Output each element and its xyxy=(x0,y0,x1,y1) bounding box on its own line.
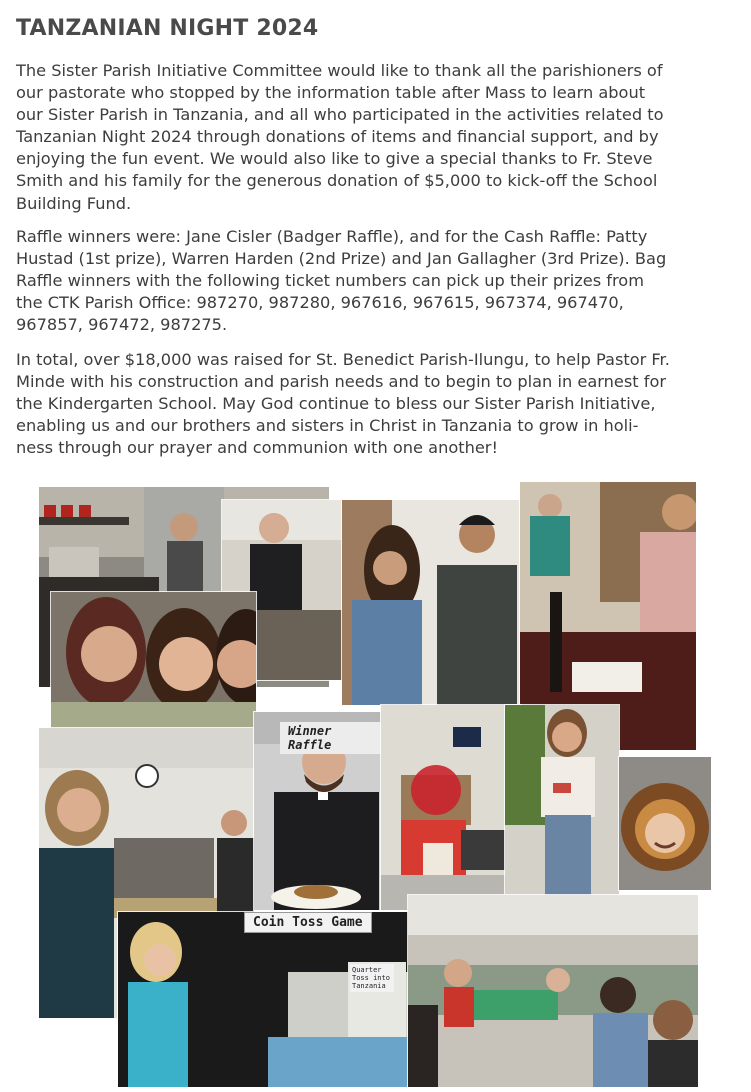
paragraph-total-raised xyxy=(16,349,736,459)
paragraph-line: the CTK Parish Office: 987270, 987280, 967616, 967615, 967374, 967470, xyxy=(16,293,624,313)
photo-couple xyxy=(342,500,520,705)
paragraph-line: Minde with his construction and parish needs and to begin to plan in earnest for xyxy=(16,372,667,392)
paragraph-thanks xyxy=(16,60,736,215)
paragraph-line: In total, over $18,000 was raised for St. Benedict Parish-Ilungu, to help Pastor Fr. xyxy=(16,350,670,369)
page-title: TANZANIAN NIGHT 2024 xyxy=(16,16,319,41)
paragraph-line: Tanzanian Night 2024 through donations of items and financial support, and by xyxy=(16,127,659,147)
photo-three-women xyxy=(51,592,256,728)
photo-lion-costume-child xyxy=(619,757,711,890)
paragraph-line: Building Fund. xyxy=(16,193,132,213)
paragraph-line: the Kindergarten School. May God continue to bless our Sister Parish Initiative, xyxy=(16,394,656,414)
photo-woman-with-ticket xyxy=(505,705,619,895)
sign-winner-raffle: Winner Raffle xyxy=(280,722,382,754)
paragraph-line: Raffle winners with the following ticket numbers can pick up their prizes from xyxy=(16,271,644,291)
photo-coin-toss-game xyxy=(118,912,408,1087)
paragraph-line: ness through our prayer and communion with one another! xyxy=(16,438,498,458)
sign-coin-toss-game: Coin Toss Game xyxy=(244,912,372,933)
paragraph-line: 967857, 967472, 987275. xyxy=(16,315,228,335)
photo-hall-crowd xyxy=(408,895,698,1087)
paragraph-line: our Sister Parish in Tanzania, and all who participated in the activities related to xyxy=(16,105,664,125)
paragraph-raffle-winners xyxy=(16,226,736,336)
paragraph-line: Raffle winners were: Jane Cisler (Badger Raffle), and for the Cash Raffle: Patty xyxy=(16,227,648,246)
paragraph-line: enabling us and our brothers and sisters in Christ in Tanzania to grow in holi- xyxy=(16,416,639,436)
photo-raffle-basket xyxy=(381,705,521,910)
paragraph-line: Hustad (1st prize), Warren Harden (2nd Prize) and Jan Gallagher (3rd Prize). Bag xyxy=(16,249,667,269)
photo-priest-with-plate xyxy=(254,712,382,910)
paragraph-line: enjoying the fun event. We would also like to give a special thanks to Fr. Steve xyxy=(16,149,653,169)
sign-quarter-toss: Quarter Toss into Tanzania xyxy=(350,964,394,992)
paragraph-line: Smith and his family for the generous donation of $5,000 to kick-off the School xyxy=(16,171,658,191)
paragraph-line: The Sister Parish Initiative Committee would like to thank all the parishioners of xyxy=(16,61,663,80)
paragraph-line: our pastorate who stopped by the information table after Mass to learn about xyxy=(16,83,646,103)
